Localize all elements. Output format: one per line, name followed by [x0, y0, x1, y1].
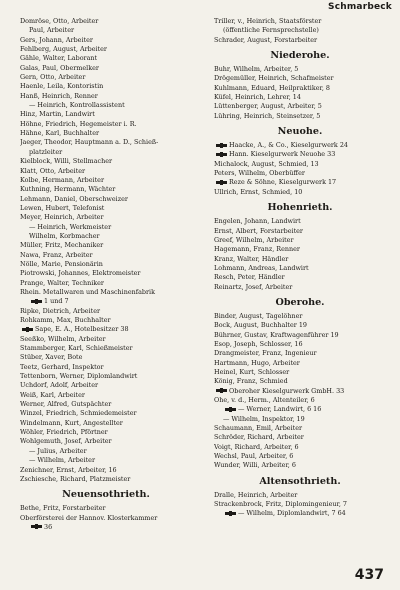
directory-entry [214, 217, 386, 226]
directory-entry [20, 428, 192, 437]
directory-entry [214, 169, 386, 178]
directory-entry [20, 363, 192, 372]
entry-text: Kolbe, Hermann, Arbeiter [20, 175, 104, 184]
entry-text: Lohmann, Andreas, Landwirt [214, 263, 309, 272]
directory-entry [20, 26, 192, 35]
entry-text: Ullrich, Ernst, Schmied, 10 [214, 187, 303, 196]
entry-text: Werner, Alfred, Gutspächter [20, 400, 112, 409]
directory-entry [20, 241, 192, 250]
entry-text: Hinz, Martin, Landwirt [20, 110, 95, 119]
entry-text: Greef, Wilhelm, Arbeiter [214, 235, 294, 244]
entry-text: Klatt, Otto, Arbeiter [20, 166, 86, 175]
directory-entry [214, 150, 386, 159]
directory-entry [20, 344, 192, 353]
directory-entry [214, 415, 386, 424]
entry-text: Galas, Paul, Obermelker [20, 63, 99, 72]
directory-entry [214, 236, 386, 245]
entry-text: Bock, August, Buchhalter 19 [214, 321, 307, 330]
entry-text: Hartmann, Hugo, Arbeiter [214, 358, 300, 367]
directory-entry [214, 359, 386, 368]
section-heading [214, 49, 386, 62]
entry-text: — Heinrich, Kontrollassistent [29, 101, 125, 110]
directory-entry [20, 82, 192, 91]
directory-entry [214, 500, 386, 509]
entry-text: Bührner, Gustav, Kraftwagenführer 19 [214, 330, 339, 339]
directory-entry [20, 213, 192, 222]
entry-text: Reinartz, Josef, Arbeiter [214, 282, 293, 291]
entry-text: Uchdorf, Adolf, Arbeiter [20, 381, 99, 390]
entry-text: Wechsl, Paul, Arbeiter, 6 [214, 452, 294, 461]
directory-entry [20, 523, 192, 532]
entry-text: Hagemann, Franz, Renner [214, 245, 300, 254]
entry-text: Schröder, Richard, Arbeiter [214, 433, 304, 442]
entry-text: Teetz, Gerhard, Inspektor [20, 362, 104, 371]
running-header: Schmarbeck [328, 2, 392, 12]
directory-entry [214, 443, 386, 452]
directory-entry [20, 391, 192, 400]
entry-text: Engelen, Johann, Landwirt [214, 217, 301, 226]
entry-text: Gern, Otto, Arbeiter [20, 73, 86, 82]
directory-entry [214, 283, 386, 292]
entry-text: (öffentliche Fernsprechstelle) [223, 26, 319, 35]
directory-entry [20, 269, 192, 278]
left-column [20, 17, 192, 532]
entry-text: Wöhler, Friedrich, Pförtner [20, 428, 108, 437]
entry-text: Nölle, Marie, Pensionärin [20, 259, 103, 268]
telephone-icon [225, 407, 236, 412]
directory-entry [20, 437, 192, 446]
entry-text: platzleiter [29, 147, 63, 156]
entry-text: Wohlgemuth, Josef, Arbeiter [20, 437, 112, 446]
section-heading [214, 475, 386, 488]
entry-text: Piotrowski, Johannes, Elektromeister [20, 269, 141, 278]
directory-entry [20, 279, 192, 288]
section-heading [214, 201, 386, 214]
directory-entry [20, 297, 192, 306]
entry-text: Buhr, Wilhelm, Arbeiter, 5 [214, 65, 299, 74]
directory-entry [214, 509, 386, 518]
entry-text: Nawa, Franz, Arbeiter [20, 250, 93, 259]
entry-text: — Werner, Landwirt, 6 16 [238, 405, 322, 414]
directory-entry [214, 452, 386, 461]
entry-text: Esop, Joseph, Schlosser, 16 [214, 339, 303, 348]
directory-entry [214, 102, 386, 111]
directory-entry [20, 185, 192, 194]
entry-text: Müller, Fritz, Mechaniker [20, 241, 104, 250]
entry-text: Strackenbrock, Fritz, Diplomingenieur, 7 [214, 500, 347, 509]
entry-text: 36 [44, 522, 53, 531]
directory-entry [214, 461, 386, 470]
directory-entry [20, 36, 192, 45]
entry-text: Gers, Johann, Arbeiter [20, 35, 93, 44]
directory-entry [214, 178, 386, 187]
directory-entry [20, 475, 192, 484]
directory-entry [20, 157, 192, 166]
entry-text: Gähle, Walter, Laborant [20, 54, 98, 63]
directory-entry [20, 514, 192, 523]
entry-text: Paul, Arbeiter [29, 26, 75, 35]
telephone-icon [31, 299, 42, 304]
entry-text: Lüttenberger, August, Arbeiter, 5 [214, 102, 322, 111]
directory-entry [214, 491, 386, 500]
directory-entry [20, 148, 192, 157]
telephone-icon [216, 388, 227, 393]
entry-text: Drögemüller, Heinrich, Schafmeister [214, 74, 334, 83]
directory-entry [214, 424, 386, 433]
directory-entry [214, 377, 386, 386]
entry-text: Ripke, Dietrich, Arbeiter [20, 306, 101, 315]
section-heading [20, 488, 192, 501]
entry-text: Michalock, August, Schmied, 13 [214, 159, 319, 168]
entry-text: König, Franz, Schmied [214, 377, 288, 386]
entry-text: Lewen, Hubert, Telefonist [20, 203, 105, 212]
entry-text: Dralle, Heinrich, Arbeiter [214, 490, 298, 499]
directory-entry [20, 288, 192, 297]
entry-text: — Wilhelm, Arbeiter [29, 456, 96, 465]
directory-entry [20, 223, 192, 232]
directory-entry [214, 65, 386, 74]
entry-text: Seeßko, Wilhelm, Arbeiter [20, 334, 106, 343]
entry-text: Haacke, A., & Co., Kieselgurwerk 24 [229, 141, 348, 150]
directory-entry [20, 176, 192, 185]
directory-entry [20, 101, 192, 110]
entry-text: Schaumann, Emil, Arbeiter [214, 424, 303, 433]
directory-entry [20, 419, 192, 428]
directory-entry [20, 73, 192, 82]
entry-text: Oberoher Kieselgurwerk GmbH. 33 [229, 386, 345, 395]
entry-text: Kielblock, Willi, Stellmacher [20, 157, 113, 166]
entry-text: Windelmann, Kurt, Angestellter [20, 418, 123, 427]
entry-text: Triller, v., Heinrich, Staatsförster [214, 17, 322, 25]
entry-text: Höhne, Friedrich, Hegemeister i. R. [20, 119, 137, 128]
entry-text: Ohe, v. d., Herm., Altenteiler, 6 [214, 396, 315, 404]
entry-text: Oberförsterei der Hannov. Klosterkammer [20, 513, 158, 522]
directory-entry [214, 340, 386, 349]
entry-text: Prange, Walter, Techniker [20, 278, 104, 287]
directory-entry [20, 447, 192, 456]
directory-entry [20, 372, 192, 381]
directory-entry [20, 353, 192, 362]
directory-entry [20, 307, 192, 316]
directory-entry [20, 409, 192, 418]
directory-entry [20, 381, 192, 390]
telephone-icon [216, 180, 227, 185]
entry-text: Domröse, Otto, Arbeiter [20, 17, 99, 25]
entry-text: Kranz, Walter, Händler [214, 254, 289, 263]
entry-text: Heinel, Kurt, Schlosser [214, 367, 290, 376]
directory-entry [214, 188, 386, 197]
entry-text: Kuhlmann, Eduard, Heilpraktiker, 8 [214, 83, 330, 92]
entry-text: — Heinrich, Werkmeister [29, 222, 112, 231]
entry-text: Sape, E. A., Hotelbesitzer 38 [35, 325, 129, 334]
telephone-icon [22, 327, 33, 332]
entry-text: Zenichner, Ernst, Arbeiter, 16 [20, 465, 117, 474]
directory-entry [214, 93, 386, 102]
directory-entry [214, 264, 386, 273]
entry-text: Weiß, Karl, Arbeiter [20, 390, 85, 399]
telephone-icon [216, 143, 227, 148]
entry-text: 1 und 7 [44, 297, 69, 306]
entry-text: Winzel, Friedrich, Schmiedemeister [20, 409, 137, 418]
directory-entry [20, 64, 192, 73]
directory-entry [20, 325, 192, 334]
entry-text: — Julius, Arbeiter [29, 446, 87, 455]
directory-entry [214, 36, 386, 45]
heading-text: Neuohe. [277, 126, 323, 138]
entry-text: Bethe, Fritz, Forstarbeiter [20, 504, 106, 513]
directory-entry [214, 141, 386, 150]
entry-text: Hähne, Karl, Buchhalter [20, 129, 100, 138]
entry-text: Peters, Wilhelm, Oberbüffer [214, 169, 305, 178]
directory-entry [214, 433, 386, 442]
entry-text: — Wilhelm, Inspektor, 19 [223, 414, 305, 423]
entry-text: Reze & Söhne, Kieselgurwerk 17 [229, 178, 337, 187]
directory-entry [214, 312, 386, 321]
entry-text: — Wilhelm, Diplomlandwirt, 7 64 [238, 509, 346, 518]
directory-entry [20, 316, 192, 325]
entry-text: Schrader, August, Forstarbeiter [214, 35, 318, 44]
entry-text: Tettenborn, Werner, Diplomlandwirt [20, 372, 138, 381]
section-heading [214, 296, 386, 309]
directory-entry [20, 466, 192, 475]
entry-text: Stammberger, Karl, Schießmeister [20, 344, 133, 353]
entry-text: Jaeger, Theodor, Hauptmann a. D., Schieß- [20, 138, 159, 147]
entry-text: Rhein. Metallwaren und Maschinenfabrik [20, 287, 155, 296]
entry-text: Ernst, Albert, Forstarbeiter [214, 226, 303, 235]
entry-text: Stüber, Xaver, Bote [20, 353, 83, 362]
directory-entry [20, 54, 192, 63]
telephone-icon [216, 152, 227, 157]
entry-text: Hanß, Heinrich, Renner [20, 91, 98, 100]
entry-text: Hann. Kieselgurwerk Neuohe 33 [229, 150, 336, 159]
directory-entry [214, 321, 386, 330]
directory-entry [20, 195, 192, 204]
directory-entry [214, 405, 386, 414]
directory-entry [20, 45, 192, 54]
heading-text: Hohenrieth. [267, 202, 333, 214]
entry-text: Drangmeister, Franz, Ingenieur [214, 349, 317, 358]
directory-entry [20, 251, 192, 260]
telephone-icon [225, 511, 236, 516]
directory-entry [20, 232, 192, 241]
right-column [214, 17, 386, 519]
directory-entry [214, 273, 386, 282]
entry-text: Lühring, Heinrich, Steinsetzer, 5 [214, 111, 321, 120]
directory-entry [214, 17, 386, 26]
heading-text: Neuensothrieth. [62, 489, 150, 501]
entry-text: Kuthning, Hermann, Wächter [20, 185, 116, 194]
directory-entry [214, 26, 386, 35]
directory-entry [20, 129, 192, 138]
directory-entry [214, 349, 386, 358]
entry-text: Resch, Peter, Händler [214, 273, 285, 282]
directory-entry [20, 335, 192, 344]
directory-entry [214, 387, 386, 396]
directory-entry [214, 331, 386, 340]
directory-entry [214, 227, 386, 236]
entry-text: Lehmann, Daniel, Oberschweizer [20, 194, 128, 203]
directory-entry [214, 368, 386, 377]
directory-entry [20, 456, 192, 465]
entry-text: Haenle, Leila, Kontoristin [20, 82, 104, 91]
telephone-icon [31, 524, 42, 529]
heading-text: Niederohe. [270, 50, 330, 62]
entry-text: Voigt, Richard, Arbeiter, 6 [214, 442, 299, 451]
directory-entry [214, 160, 386, 169]
directory-entry [20, 138, 192, 147]
directory-entry [20, 17, 192, 26]
page-number: 437 [354, 567, 384, 583]
heading-text: Altensothrieth. [259, 475, 341, 487]
section-heading [214, 125, 386, 138]
entry-text: Meyer, Heinrich, Arbeiter [20, 213, 104, 222]
directory-entry [214, 112, 386, 121]
directory-entry [214, 245, 386, 254]
directory-entry [20, 504, 192, 513]
directory-entry [20, 204, 192, 213]
directory-entry [214, 396, 386, 405]
directory-entry [20, 92, 192, 101]
directory-entry [214, 84, 386, 93]
entry-text: Wilhelm, Korbmacher [29, 231, 100, 240]
directory-entry [20, 400, 192, 409]
entry-text: Wunder, Willi, Arbeiter, 6 [214, 461, 296, 470]
directory-entry [214, 255, 386, 264]
entry-text: Küfel, Heinrich, Lehrer, 14 [214, 93, 301, 102]
entry-text: Binder, August, Tagelöhner [214, 311, 303, 320]
directory-entry [214, 74, 386, 83]
directory-entry [20, 167, 192, 176]
entry-text: Zschiesche, Richard, Platzmeister [20, 474, 131, 483]
directory-entry [20, 120, 192, 129]
entry-text: Fehlberg, August, Arbeiter [20, 45, 107, 54]
entry-text: Rohkamm, Max, Buchhalter [20, 316, 111, 324]
directory-entry [20, 110, 192, 119]
heading-text: Oberohe. [275, 296, 325, 308]
directory-entry [20, 260, 192, 269]
